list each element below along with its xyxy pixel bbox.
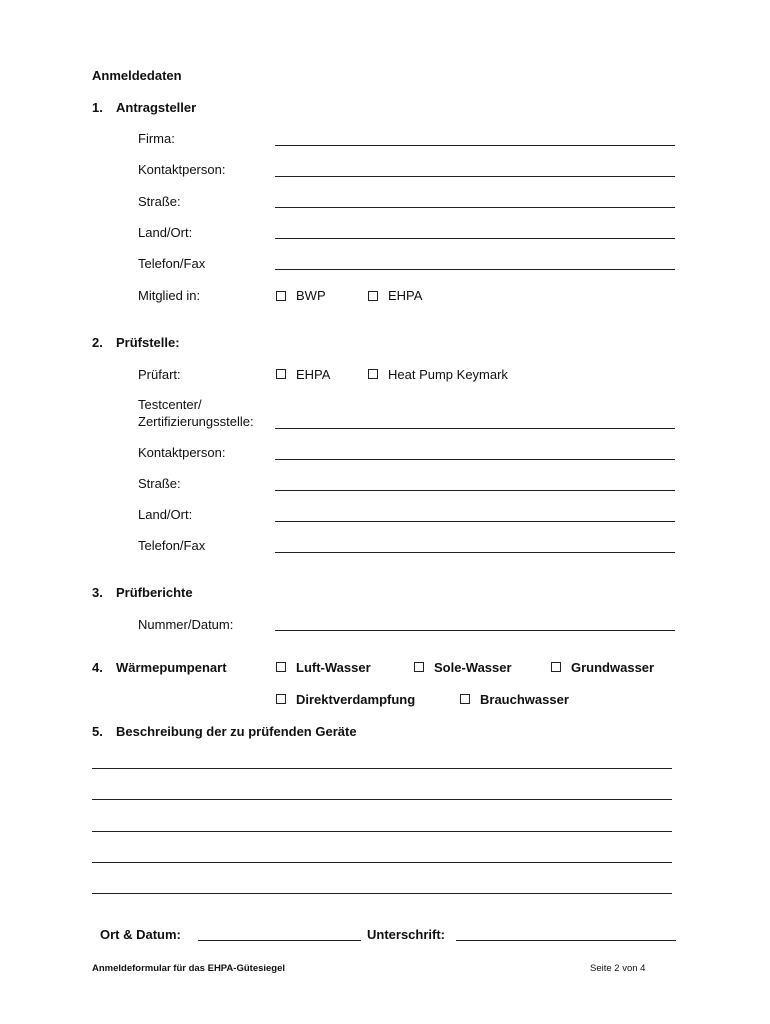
brauchwasser-checkbox[interactable] [460, 694, 470, 704]
pruef-strasse-field[interactable] [275, 490, 675, 491]
ehpa-test-checkbox[interactable] [276, 369, 286, 379]
pruef-telefon-fax-label: Telefon/Fax [138, 538, 206, 553]
unterschrift-label: Unterschrift: [367, 927, 446, 942]
grundwasser-checkbox[interactable] [551, 662, 561, 672]
ort-datum-field[interactable] [198, 940, 361, 941]
pruef-telefon-fax-field[interactable] [275, 552, 675, 553]
bwp-checkbox[interactable] [276, 291, 286, 301]
pruefart-label: Prüfart: [138, 367, 181, 382]
telefon-fax-field[interactable] [275, 269, 675, 270]
section-1-heading: Antragsteller [116, 100, 197, 115]
grundwasser-label: Grundwasser [571, 660, 655, 675]
description-line[interactable] [92, 862, 672, 863]
section-3-number: 3. [92, 585, 103, 600]
section-5-number: 5. [92, 724, 103, 739]
ehpa-member-checkbox[interactable] [368, 291, 378, 301]
unterschrift-field[interactable] [456, 940, 676, 941]
ehpa-test-option-label: EHPA [296, 367, 331, 382]
direktverdampfung-label: Direktverdampfung [296, 692, 416, 707]
testcenter-label-line2: Zertifizierungsstelle: [138, 414, 254, 429]
mitglied-label: Mitglied in: [138, 288, 201, 303]
land-ort-field[interactable] [275, 238, 675, 239]
nummer-datum-label: Nummer/Datum: [138, 617, 234, 632]
pruef-strasse-label: Straße: [138, 476, 181, 491]
section-4-number: 4. [92, 660, 103, 675]
description-line[interactable] [92, 799, 672, 800]
kontaktperson-label: Kontaktperson: [138, 162, 226, 177]
ehpa-member-option-label: EHPA [388, 288, 423, 303]
keymark-checkbox[interactable] [368, 369, 378, 379]
testcenter-label-line1: Testcenter/ [138, 397, 202, 412]
telefon-fax-label: Telefon/Fax [138, 256, 206, 271]
nummer-datum-field[interactable] [275, 630, 675, 631]
ort-datum-label: Ort & Datum: [100, 927, 181, 942]
firma-label: Firma: [138, 131, 175, 146]
luft-wasser-checkbox[interactable] [276, 662, 286, 672]
testcenter-field[interactable] [275, 428, 675, 429]
land-ort-label: Land/Ort: [138, 225, 193, 240]
page-number: Seite 2 von 4 [590, 963, 646, 974]
description-line[interactable] [92, 893, 672, 894]
sole-wasser-label: Sole-Wasser [434, 660, 512, 675]
section-2-number: 2. [92, 335, 103, 350]
page-title: Anmeldedaten [92, 68, 182, 83]
brauchwasser-label: Brauchwasser [480, 692, 569, 707]
pruef-land-ort-label: Land/Ort: [138, 507, 193, 522]
sole-wasser-checkbox[interactable] [414, 662, 424, 672]
strasse-label: Straße: [138, 194, 181, 209]
firma-field[interactable] [275, 145, 675, 146]
pruef-kontaktperson-label: Kontaktperson: [138, 445, 226, 460]
footer-title: Anmeldeformular für das EHPA-Gütesiegel [92, 963, 286, 974]
strasse-field[interactable] [275, 207, 675, 208]
pruef-kontaktperson-field[interactable] [275, 459, 675, 460]
section-1-number: 1. [92, 100, 103, 115]
section-4-heading: Wärmepumpenart [116, 660, 227, 675]
kontaktperson-field[interactable] [275, 176, 675, 177]
pruef-land-ort-field[interactable] [275, 521, 675, 522]
bwp-option-label: BWP [296, 288, 326, 303]
luft-wasser-label: Luft-Wasser [296, 660, 371, 675]
keymark-option-label: Heat Pump Keymark [388, 367, 508, 382]
section-3-heading: Prüfberichte [116, 585, 193, 600]
section-2-heading: Prüfstelle: [116, 335, 180, 350]
direktverdampfung-checkbox[interactable] [276, 694, 286, 704]
description-line[interactable] [92, 768, 672, 769]
section-5-heading: Beschreibung der zu prüfenden Geräte [116, 724, 357, 739]
description-line[interactable] [92, 831, 672, 832]
